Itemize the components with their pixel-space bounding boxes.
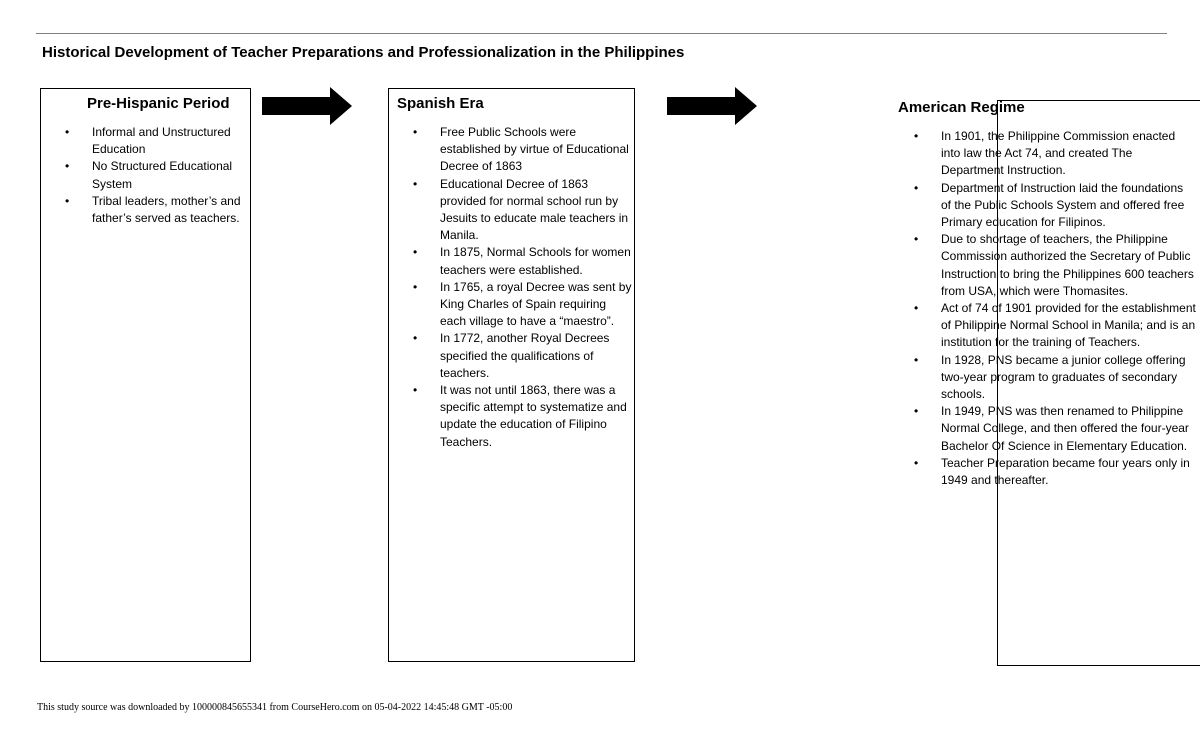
american-regime-heading: American Regime xyxy=(898,99,1025,116)
right-arrow-icon xyxy=(262,85,354,127)
list-item: • In 1928, PNS became a junior college offering two-year program to graduates of secondary schools. xyxy=(914,352,1196,404)
list-item: • In 1765, a royal Decree was sent by King Charles of Spain requiring each village to have a “maestro”. xyxy=(413,279,633,331)
list-item: • In 1772, another Royal Decrees specified the qualifications of teachers. xyxy=(413,330,633,382)
spanish-era-heading: Spanish Era xyxy=(397,95,484,112)
right-arrow-icon xyxy=(667,85,759,127)
list-item: • Department of Instruction laid the foundations of the Public Schools System and offered free Primary education for Filipinos. xyxy=(914,180,1196,232)
american-regime-list xyxy=(914,128,1196,489)
list-item: • Educational Decree of 1863 provided for normal school run by Jesuits to educate male teachers in Manila. xyxy=(413,176,633,245)
list-item: • Informal and Unstructured Education xyxy=(65,124,247,158)
pre-hispanic-list xyxy=(65,124,247,227)
download-footer: This study source was downloaded by 100000845655341 from CourseHero.com on 05-04-2022 14:45:48 GMT -05:00 xyxy=(37,702,513,713)
list-item: • In 1875, Normal Schools for women teachers were established. xyxy=(413,244,633,278)
spanish-era-list xyxy=(413,124,633,451)
list-item: • Due to shortage of teachers, the Philippine Commission authorized the Secretary of Public Instruction to bring the Philippines 600 teachers from USA, which were Thomasites. xyxy=(914,231,1196,300)
page-title: Historical Development of Teacher Preparations and Professionalization in the Philippines xyxy=(42,44,685,61)
list-item: • Tribal leaders, mother’s and father’s served as teachers. xyxy=(65,193,247,227)
list-item: • No Structured Educational System xyxy=(65,158,247,192)
list-item: • In 1901, the Philippine Commission enacted into law the Act 74, and created The Department Instruction. xyxy=(914,128,1196,180)
list-item: • In 1949, PNS was then renamed to Philippine Normal College, and then offered the four-year Bachelor Of Science in Elementary Education. xyxy=(914,403,1196,455)
list-item: • Act of 74 of 1901 provided for the establishment of Philippine Normal School in Manila; and is an institution for the training of Teachers. xyxy=(914,300,1196,352)
list-item: • Free Public Schools were established by virtue of Educational Decree of 1863 xyxy=(413,124,633,176)
top-divider xyxy=(36,33,1167,34)
pre-hispanic-heading: Pre-Hispanic Period xyxy=(87,95,230,112)
list-item: • Teacher Preparation became four years only in 1949 and thereafter. xyxy=(914,455,1196,489)
list-item: • It was not until 1863, there was a specific attempt to systematize and update the education of Filipino Teachers. xyxy=(413,382,633,451)
